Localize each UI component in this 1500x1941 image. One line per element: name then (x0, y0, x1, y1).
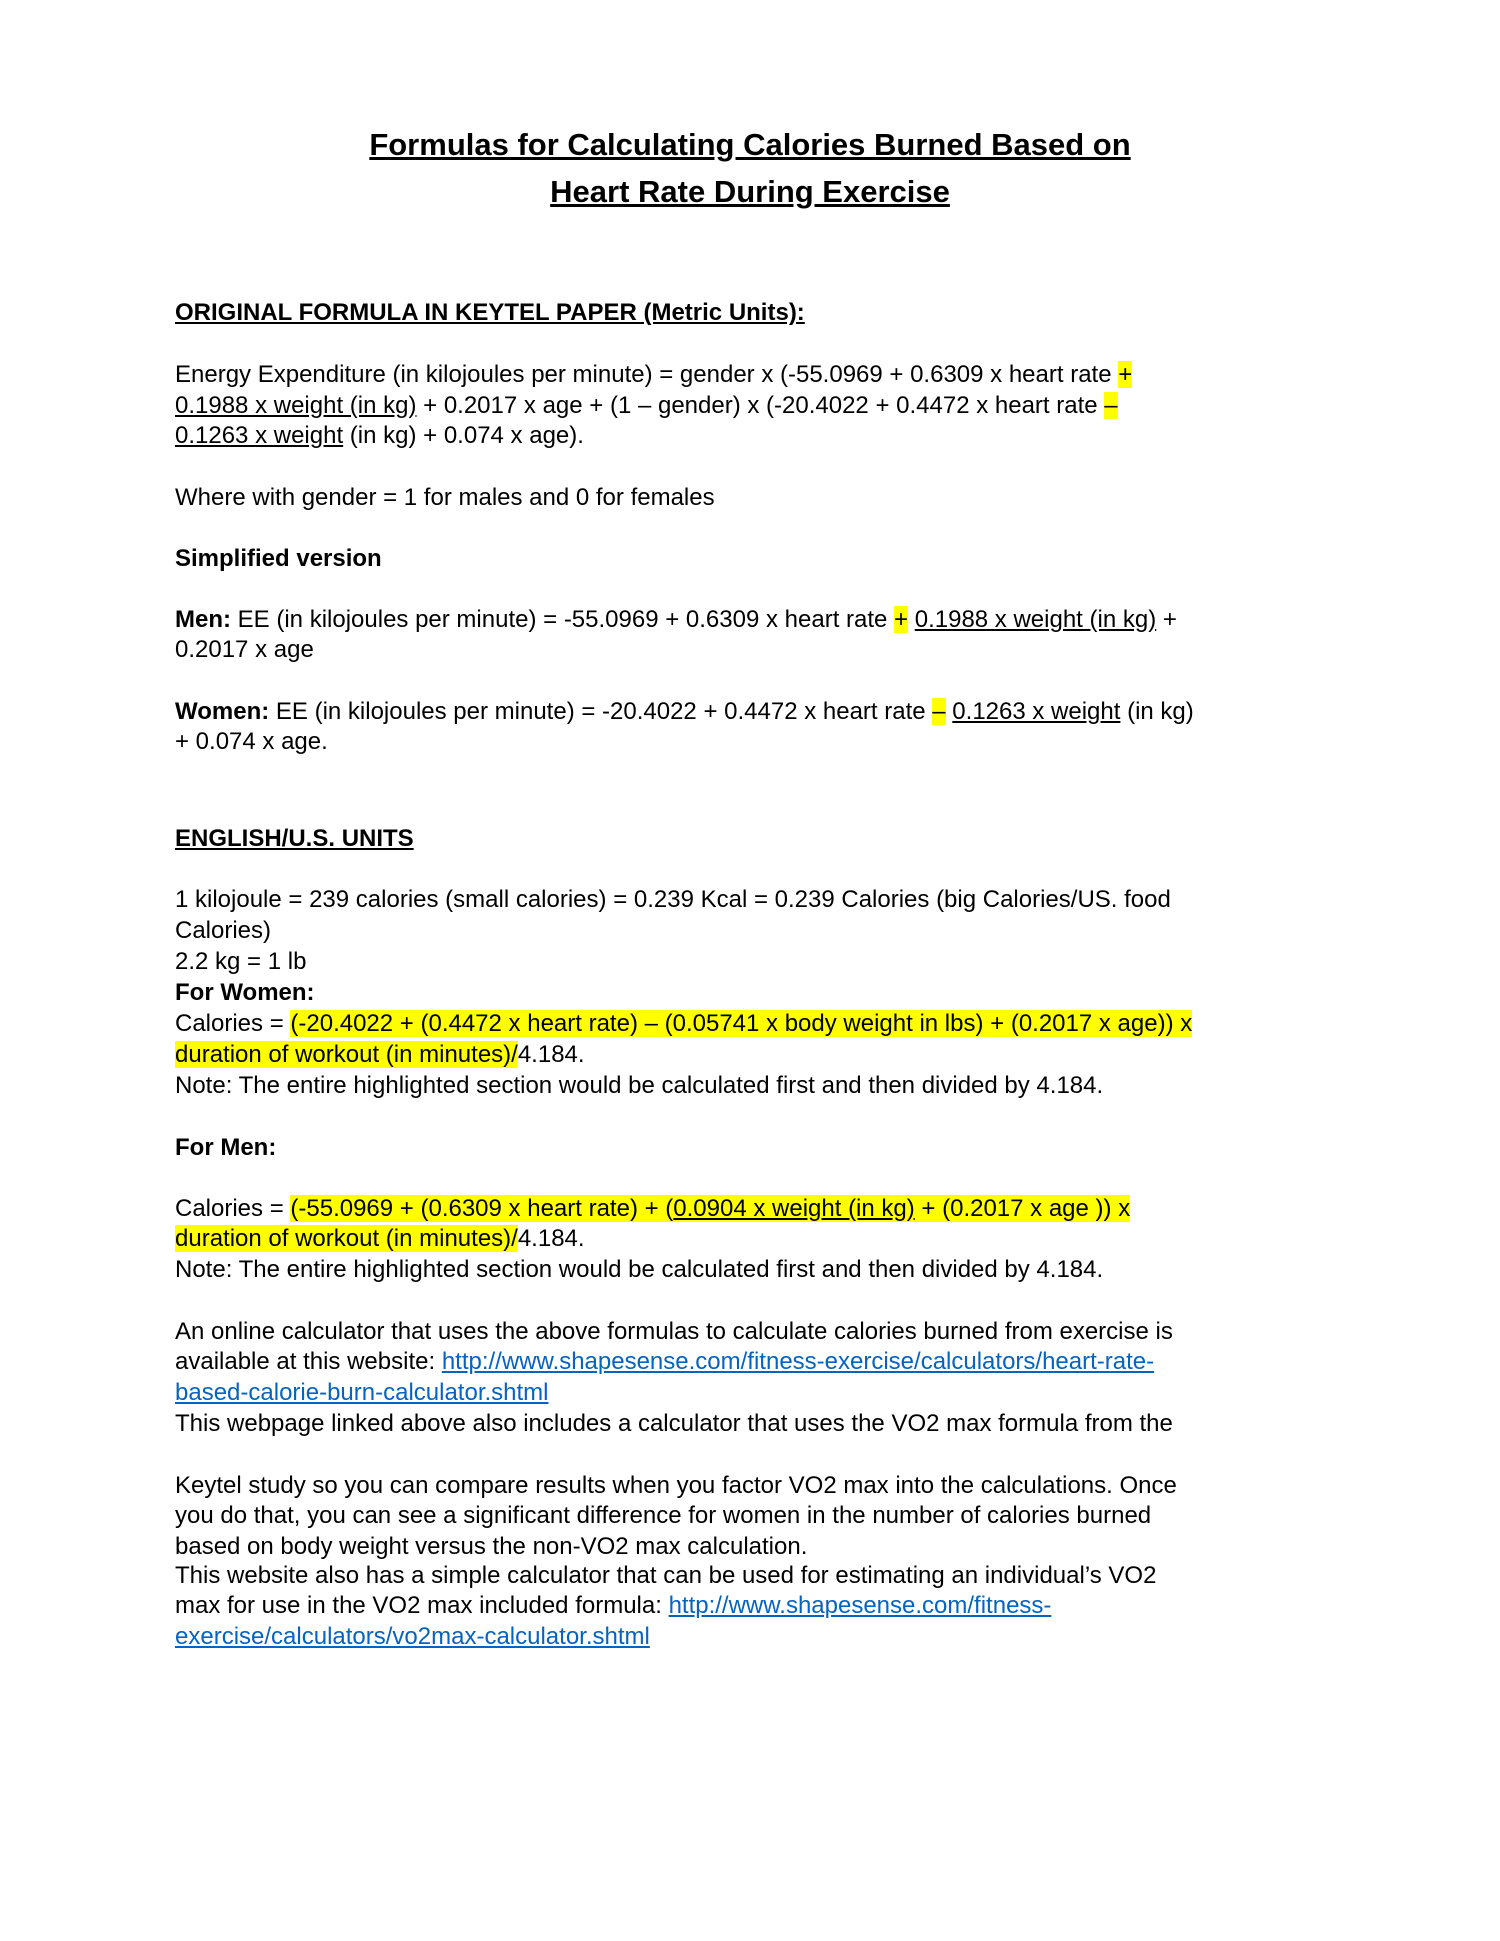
bold-label: Simplified version (175, 545, 382, 572)
text-segment: Calories) (175, 917, 272, 944)
gender-note-line (175, 483, 715, 513)
text-segment: based on body weight versus the non-VO2 max calculation. (175, 1533, 808, 1560)
unit-conversions-line (175, 916, 271, 946)
hyperlink[interactable]: based-calorie-burn-calculator.shtml (175, 1379, 549, 1406)
document-title-line (0, 125, 1500, 165)
highlighted-text: duration of workout (in minutes)/ (175, 1225, 518, 1252)
energy-expenditure-formula-line (175, 360, 1132, 390)
hyperlink[interactable]: exercise/calculators/vo2max-calculator.shtml (175, 1623, 650, 1650)
text-segment: available at this website: (175, 1348, 442, 1375)
vo2-comparison-paragraph-line (175, 1409, 1173, 1439)
heading-english-units-line (175, 824, 414, 854)
text-segment: 0.1988 x weight (in kg) (175, 392, 417, 419)
men-calories-formula-line (175, 1133, 276, 1163)
highlighted-text: + (894, 606, 909, 633)
women-calories-formula-line (175, 1040, 585, 1070)
bold-label: Formulas for Calculating Calories Burned Based on (369, 127, 1131, 162)
bold-label: For Men: (175, 1134, 277, 1161)
heading-simplified-line (175, 544, 382, 574)
online-calculator-paragraph-line (175, 1378, 549, 1408)
bold-label: ORIGINAL FORMULA IN KEYTEL PAPER (Metric Units): (175, 299, 805, 326)
bold-label: Heart Rate During Exercise (550, 174, 950, 209)
bold-label: Men: (175, 606, 231, 633)
text-segment: EE (in kilojoules per minute) = -55.0969 + 0.6309 x heart rate (231, 606, 895, 633)
online-calculator-paragraph-line (175, 1347, 1154, 1377)
highlighted-text: 0.0904 x weight (in kg) (673, 1195, 915, 1222)
text-segment: This website also has a simple calculator that can be used for estimating an individual’s VO2 (175, 1562, 1157, 1589)
women-calories-formula-line (175, 978, 315, 1008)
highlighted-text: + (1118, 361, 1133, 388)
highlighted-text: – (932, 698, 946, 725)
text-segment: EE (in kilojoules per minute) = -20.4022 + 0.4472 x heart rate (269, 698, 933, 725)
text-segment: you do that, you can see a significant difference for women in the number of calories burned (175, 1502, 1152, 1529)
unit-conversions-line (175, 885, 1171, 915)
vo2-calculator-paragraph-line (175, 1591, 1051, 1621)
hyperlink[interactable]: http://www.shapesense.com/fitness- (668, 1592, 1052, 1619)
text-segment: (in kg) + 0.074 x age). (343, 422, 584, 449)
text-segment: + (1156, 606, 1177, 633)
vo2-comparison-paragraph-line (175, 1532, 807, 1562)
women-formula-line (175, 697, 1194, 727)
text-segment: 2.2 kg = 1 lb (175, 948, 307, 975)
text-segment: Note: The entire highlighted section would be calculated first and then divided by 4.184. (175, 1256, 1104, 1283)
bold-label: ENGLISH/U.S. UNITS (175, 825, 414, 852)
text-segment: 1 kilojoule = 239 calories (small calories) = 0.239 Kcal = 0.239 Calories (big Calories/US. food (175, 886, 1171, 913)
energy-expenditure-formula-line (175, 391, 1118, 421)
text-segment: Where with gender = 1 for males and 0 for females (175, 484, 715, 511)
text-segment: 0.1263 x weight (952, 698, 1121, 725)
text-segment: Note: The entire highlighted section would be calculated first and then divided by 4.184. (175, 1072, 1104, 1099)
men-formula-line (175, 635, 314, 665)
unit-conversions-line (175, 947, 306, 977)
text-segment: 0.1263 x weight (175, 422, 344, 449)
energy-expenditure-formula-line (175, 421, 584, 451)
text-segment: + 0.2017 x age + (1 – gender) x (-20.4022 + 0.4472 x heart rate (416, 392, 1105, 419)
text-segment: + 0.074 x age. (175, 728, 328, 755)
text-segment: max for use in the VO2 max included formula: (175, 1592, 669, 1619)
online-calculator-paragraph-line (175, 1317, 1173, 1347)
vo2-calculator-paragraph-line (175, 1622, 650, 1652)
text-segment: 0.1988 x weight (in kg) (914, 606, 1157, 633)
men-calories-formula-line (175, 1194, 1130, 1224)
men-calories-formula-line (175, 1224, 585, 1254)
hyperlink[interactable]: http://www.shapesense.com/fitness-exercise/calculators/heart-rate- (441, 1348, 1155, 1375)
women-formula-line (175, 727, 328, 757)
heading-original-formula-line (175, 298, 805, 328)
highlighted-text: – (1104, 392, 1118, 419)
text-segment: (in kg) (1120, 698, 1194, 725)
highlighted-text: (-20.4022 + (0.4472 x heart rate) – (0.05741 x body weight in lbs) + (0.2017 x age)) x (290, 1010, 1193, 1037)
men-formula-line (175, 605, 1177, 635)
vo2-calculator-paragraph-line (175, 1561, 1156, 1591)
bold-label: Women: (175, 698, 270, 725)
women-note-line (175, 1071, 1103, 1101)
text-segment: An online calculator that uses the above formulas to calculate calories burned from exercise is (175, 1318, 1173, 1345)
vo2-comparison-paragraph-line (175, 1471, 1177, 1501)
text-segment: Calories = (175, 1010, 291, 1037)
highlighted-text: duration of workout (in minutes)/ (175, 1041, 518, 1068)
text-segment: 0.2017 x age (175, 636, 314, 663)
document-title-line (0, 172, 1500, 212)
text-segment: Energy Expenditure (in kilojoules per minute) = gender x (-55.0969 + 0.6309 x heart rate (175, 361, 1119, 388)
text-segment: Calories = (175, 1195, 291, 1222)
text-segment: 4.184. (517, 1225, 585, 1252)
text-segment: This webpage linked above also includes a calculator that uses the VO2 max formula from the (175, 1410, 1173, 1437)
text-segment: 4.184. (517, 1041, 585, 1068)
text-segment (908, 606, 915, 633)
highlighted-text: (-55.0969 + (0.6309 x heart rate) + ( (290, 1195, 674, 1222)
men-note-line (175, 1255, 1103, 1285)
bold-label: For Women: (175, 979, 315, 1006)
highlighted-text: + (0.2017 x age )) x (914, 1195, 1131, 1222)
vo2-comparison-paragraph-line (175, 1501, 1151, 1531)
women-calories-formula-line (175, 1009, 1192, 1039)
text-segment: Keytel study so you can compare results when you factor VO2 max into the calculations. Once (175, 1472, 1177, 1499)
